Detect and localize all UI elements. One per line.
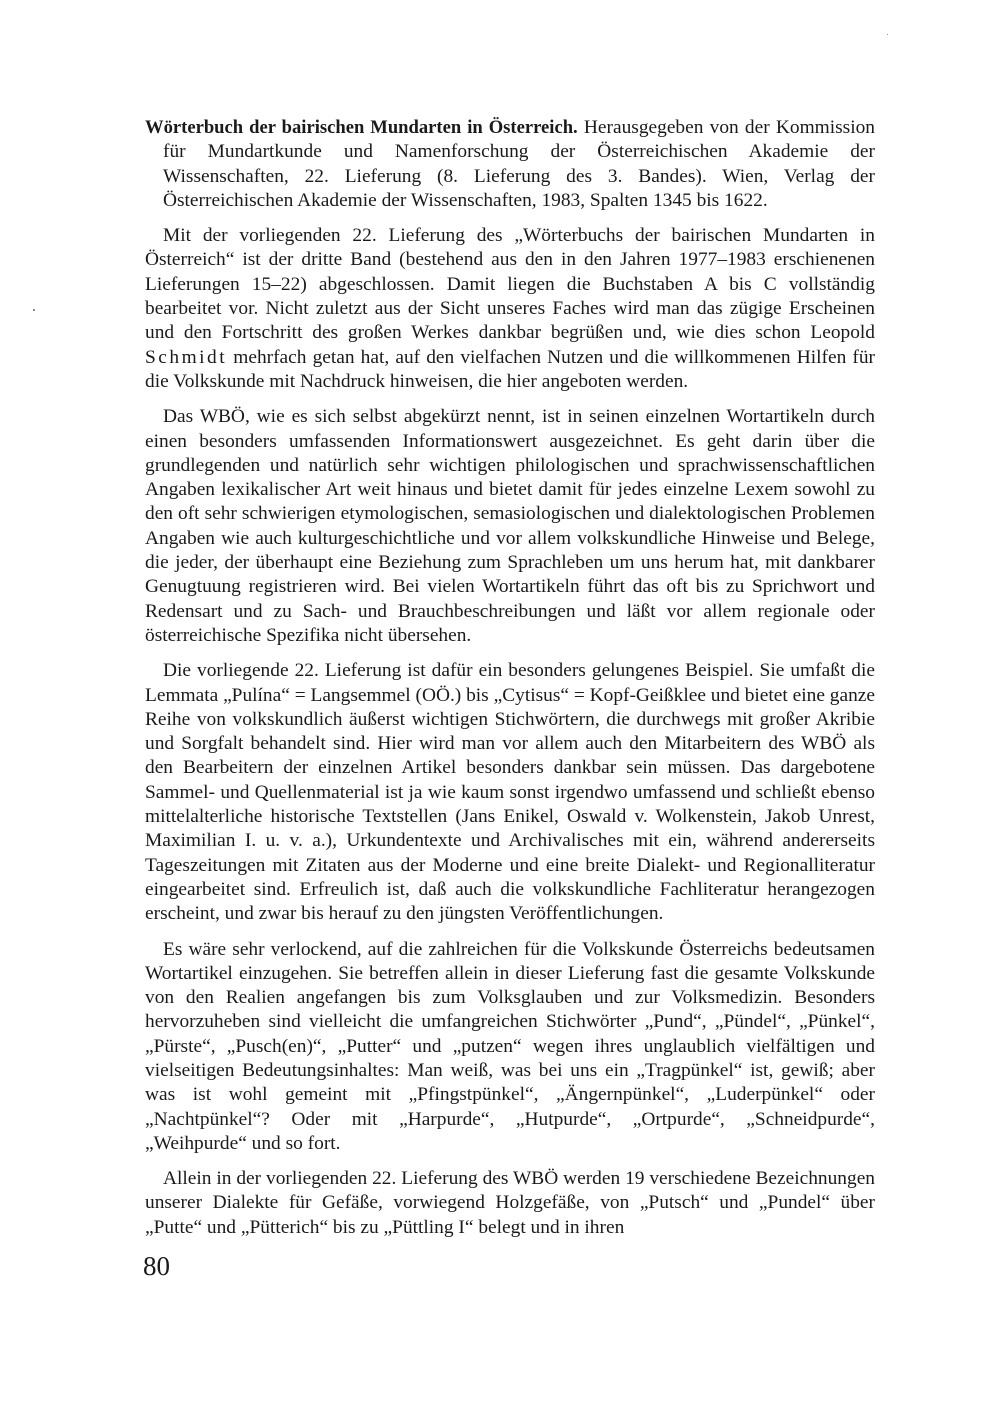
scan-speck [33, 309, 35, 311]
review-page [145, 116, 875, 1251]
paragraph-3: Die vorliegende 22. Lieferung ist dafür ein besonders gelungenes Beispiel. Sie umfaßt die Lemmata „Pulína“ = Langsemmel (OÖ.) bis „Cytisus“ = Kopf-Geißklee und bietet eine ganze Reihe von volkskundlich äußerst wichtigen Stichwörtern, die durchwegs mit großer Akribie und Sorgfalt behandelt sind. Hier wird man vor allem auch den Mitarbeitern des WBÖ als den Bearbeitern der einzelnen Artikel besonders dankbar sein müssen. Das dargebotene Sammel- und Quellenmaterial ist ja wie kaum sonst irgendwo umfassend und schließt ebenso mittelalterliche historische Textstellen (Jans Enikel, Oswald v. Wolkenstein, Jakob Unrest, Maximilian I. u. v. a.), Urkundentexte und Archivalisches mit ein, während andererseits Tageszeitungen mit Zitaten aus der Moderne und eine breite Dialekt- und Regionalliteratur eingearbeitet sind. Erfreulich ist, daß auch die volkskundliche Fachliteratur herangezogen erscheint, und zwar bis herauf zu den jüngsten Veröffentlichungen. [145, 660, 875, 925]
book-title: Wörterbuch der bairischen Mundarten in Österreich. [145, 117, 578, 138]
paragraph-4: Es wäre sehr verlockend, auf die zahlreichen für die Volkskunde Österreichs bedeutsamen Wortartikel einzugehen. Sie betreffen allein in dieser Lieferung fast die gesamte Volkskunde von den Realien angefangen bis zum Volksglauben und zur Volksmedizin. Besonders hervorzuheben sind vielleicht die umfangreichen Stichwörter „Pund“, „Pündel“, „Pünkel“, „Pürste“, „Pusch(en)“, „Putter“ und „putzen“ wegen ihres unglaublich vielfältigen und vielseitigen Bedeutungsinhaltes: Man weiß, was bei uns ein „Tragpünkel“ ist, gewiß; aber was ist wohl gemeint mit „Pfingstpünkel“, „Ängernpünkel“, „Luderpünkel“ oder „Nachtpünkel“? Oder mit „Harpurde“, „Hutpurde“, „Ortpurde“, „Schneidpurde“, „Weihpurde“ und so fort. [145, 938, 875, 1154]
paragraph-5: Allein in der vorliegenden 22. Lieferung des WBÖ werden 19 verschiedene Bezeichnungen unserer Dialekte für Gefäße, vorwiegend Holzgefäße, von „Putsch“ und „Pundel“ über „Putte“ und „Pütterich“ bis zu „Püttling I“ belegt und in ihren [145, 1168, 875, 1238]
page-number: 80 [143, 1251, 170, 1281]
book-citation [145, 116, 876, 213]
paragraph-1-text-b: mehrfach getan hat, auf den vielfachen Nutzen und die willkommenen Hilfen für die Volkskunde mit Nachdruck hinweisen, die hier angeboten werden. [145, 346, 875, 392]
citation-details: Herausgegeben von der Kommission für Mundartkunde und Namenforschung der Österreichischen Akademie der Wissenschaften, 22. Lieferung (8. Lieferung des 3. Bandes). Wien, Verlag der Österreichischen Akademie der Wissenschaften, 1983, Spalten 1345 bis 1622. [163, 117, 876, 211]
paragraph-2: Das WBÖ, wie es sich selbst abgekürzt nennt, ist in seinen einzelnen Wortartikeln durch einen besonders umfassenden Informationswert ausgezeichnet. Es geht darin über die grundlegenden und natürlich sehr wichtigen philologischen und sprachwissenschaftlichen Angaben lexikalischer Art weit hinaus und bietet damit für jedes einzelne Lexem sowohl zu den oft sehr schwierigen etymologischen, semasiologischen und dialektologischen Problemen Angaben wie auch kulturgeschichtliche und vor allem volkskundliche Hinweise und Belege, die jeder, der überhaupt eine Beziehung zum Sprachleben um uns herum hat, mit dankbarer Genugtuung registrieren wird. Bei vielen Wortartikeln führt das oft bis zu Sprichwort und Redensart und zu Sach- und Brauchbeschreibungen und läßt vor allem regionale oder österreichische Spezifika nicht übersehen. [145, 406, 875, 646]
paragraph-1 [145, 224, 875, 394]
paragraph-1-text-a: Mit der vorliegenden 22. Lieferung des „Wörterbuchs der bairischen Mundarten in Österreich“ ist der dritte Band (bestehend aus den in den Jahren 1977–1983 erschienenen Lieferungen 15–22) abgeschlossen. Damit liegen die Buchstaben A bis C vollständig bearbeitet vor. Nicht zuletzt aus der Sicht unseres Faches wird man das zügige Erscheinen und den Fortschritt des großen Werkes dankbar begrüßen und, wie dies schon Leopold [145, 225, 875, 344]
scan-speck [887, 34, 888, 35]
author-name-spaced: Schmidt [145, 346, 228, 368]
